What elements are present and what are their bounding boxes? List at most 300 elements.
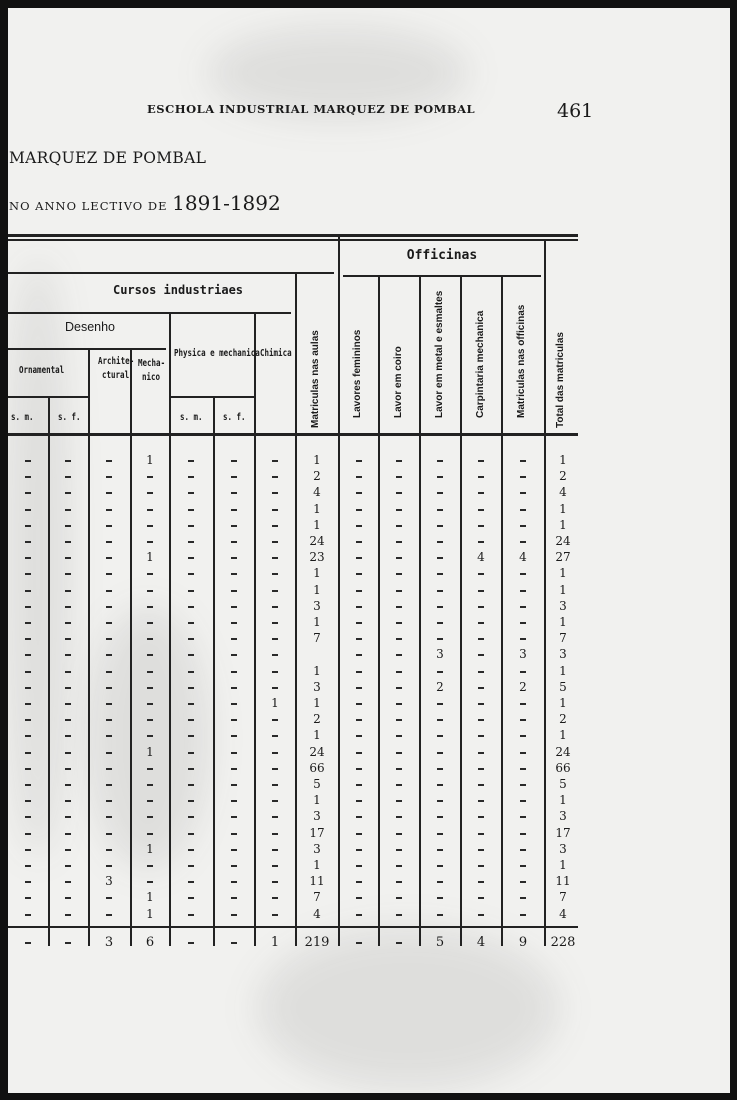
cell-aulas: 23	[309, 550, 325, 565]
running-head: ESCHOLA INDUSTRIAL MARQUEZ DE POMBAL	[147, 102, 476, 116]
empty-cell-dash	[437, 492, 443, 494]
empty-cell-dash	[478, 816, 484, 818]
empty-cell-dash	[65, 492, 71, 494]
cell-total: 1	[559, 696, 567, 710]
empty-cell-dash	[272, 735, 278, 737]
empty-cell-dash	[231, 897, 237, 899]
empty-cell-dash	[356, 719, 362, 721]
rule-cursos	[8, 272, 334, 274]
empty-cell-dash	[356, 573, 362, 575]
header-cursos: Cursos industriaes	[112, 283, 244, 297]
header-lavor-coiro: Lavor em coiro	[393, 346, 404, 418]
empty-cell-dash	[25, 914, 31, 916]
empty-cell-dash	[106, 460, 112, 462]
empty-cell-dash	[188, 671, 194, 673]
empty-cell-dash	[231, 816, 237, 818]
empty-cell-dash	[25, 654, 31, 656]
empty-cell-dash	[231, 476, 237, 478]
empty-cell-dash	[231, 671, 237, 673]
empty-cell-dash	[272, 719, 278, 721]
cell-mech: 1	[146, 453, 154, 467]
cell-total: 4	[559, 906, 567, 921]
cell-aulas: 4	[313, 906, 321, 921]
empty-cell-dash	[188, 590, 194, 592]
empty-cell-dash	[520, 460, 526, 462]
cell-aulas: 1	[313, 858, 321, 872]
empty-cell-dash	[478, 703, 484, 705]
empty-cell-dash	[356, 606, 362, 608]
empty-cell-dash	[478, 833, 484, 835]
empty-cell-dash	[25, 784, 31, 786]
empty-cell-dash	[396, 865, 402, 867]
empty-cell-dash	[106, 557, 112, 559]
empty-cell-dash	[396, 622, 402, 624]
header-sf-1: s. f.	[58, 412, 81, 423]
total-aulas: 219	[304, 935, 330, 950]
empty-cell-dash	[231, 800, 237, 802]
empty-cell-dash	[520, 735, 526, 737]
empty-cell-dash	[272, 784, 278, 786]
empty-cell-dash	[272, 606, 278, 608]
empty-cell-dash	[396, 573, 402, 575]
empty-cell-dash	[65, 752, 71, 754]
empty-cell-dash	[356, 703, 362, 705]
cell-aulas: 2	[313, 469, 321, 484]
total-mech: 6	[145, 935, 155, 950]
empty-cell-dash	[356, 557, 362, 559]
empty-cell-dash	[437, 784, 443, 786]
empty-cell-dash	[478, 784, 484, 786]
empty-cell-dash	[25, 752, 31, 754]
cell-mech: 1	[146, 744, 154, 759]
cell-total: 4	[559, 485, 567, 500]
empty-cell-dash	[106, 687, 112, 689]
cell-aulas: 2	[313, 712, 321, 727]
empty-cell-dash	[396, 606, 402, 608]
empty-cell-dash	[520, 816, 526, 818]
empty-cell-dash	[396, 800, 402, 802]
empty-cell-dash	[356, 942, 362, 944]
empty-cell-dash	[231, 833, 237, 835]
empty-cell-dash	[356, 492, 362, 494]
empty-cell-dash	[520, 671, 526, 673]
cell-mech: 1	[146, 550, 154, 565]
empty-cell-dash	[396, 476, 402, 478]
cell-mech: 1	[146, 841, 154, 856]
empty-cell-dash	[231, 752, 237, 754]
rule-top-thin	[8, 239, 578, 241]
empty-cell-dash	[272, 881, 278, 883]
empty-cell-dash	[396, 914, 402, 916]
cell-aulas: 24	[309, 744, 325, 759]
cell-aulas: 7	[313, 890, 321, 905]
empty-cell-dash	[147, 492, 153, 494]
header-mechanico-2: nico	[142, 372, 161, 383]
empty-cell-dash	[106, 703, 112, 705]
empty-cell-dash	[188, 816, 194, 818]
empty-cell-dash	[437, 606, 443, 608]
cell-aulas: 4	[313, 485, 321, 500]
empty-cell-dash	[106, 541, 112, 543]
empty-cell-dash	[520, 476, 526, 478]
empty-cell-dash	[437, 719, 443, 721]
empty-cell-dash	[272, 752, 278, 754]
cell-total: 7	[559, 890, 567, 905]
cell-total: 1	[559, 501, 567, 516]
cell-total: 1	[559, 453, 567, 467]
empty-cell-dash	[396, 881, 402, 883]
empty-cell-dash	[231, 849, 237, 851]
col-line	[88, 348, 90, 946]
empty-cell-dash	[437, 752, 443, 754]
empty-cell-dash	[478, 897, 484, 899]
empty-cell-dash	[188, 606, 194, 608]
empty-cell-dash	[356, 784, 362, 786]
empty-cell-dash	[520, 914, 526, 916]
empty-cell-dash	[106, 784, 112, 786]
empty-cell-dash	[25, 476, 31, 478]
empty-cell-dash	[520, 573, 526, 575]
empty-cell-dash	[25, 557, 31, 559]
col-line	[295, 272, 297, 946]
empty-cell-dash	[272, 687, 278, 689]
cell-total: 2	[559, 712, 567, 727]
empty-cell-dash	[478, 914, 484, 916]
cell-arch: 3	[105, 874, 113, 889]
empty-cell-dash	[231, 914, 237, 916]
cell-aulas: 3	[313, 679, 321, 694]
empty-cell-dash	[437, 897, 443, 899]
empty-cell-dash	[25, 638, 31, 640]
empty-cell-dash	[106, 719, 112, 721]
empty-cell-dash	[25, 897, 31, 899]
empty-cell-dash	[65, 833, 71, 835]
empty-cell-dash	[396, 897, 402, 899]
empty-cell-dash	[65, 654, 71, 656]
header-lavores-femininos: Lavores femininos	[352, 329, 363, 418]
cell-offic: 4	[519, 550, 527, 565]
rule-totals	[8, 926, 578, 928]
empty-cell-dash	[147, 622, 153, 624]
empty-cell-dash	[25, 525, 31, 527]
empty-cell-dash	[231, 460, 237, 462]
scanned-page	[8, 8, 730, 1093]
header-lavor-metal: Lavor em metal e esmaltes	[434, 290, 445, 418]
empty-cell-dash	[272, 476, 278, 478]
empty-cell-dash	[396, 460, 402, 462]
empty-cell-dash	[106, 525, 112, 527]
col-line	[419, 275, 421, 946]
rule-desenho	[8, 312, 291, 314]
empty-cell-dash	[106, 671, 112, 673]
empty-cell-dash	[520, 768, 526, 770]
cell-aulas: 3	[313, 809, 321, 824]
empty-cell-dash	[106, 492, 112, 494]
cell-aulas: 1	[313, 582, 321, 597]
stain	[258, 928, 558, 1088]
empty-cell-dash	[188, 638, 194, 640]
empty-cell-dash	[147, 638, 153, 640]
empty-cell-dash	[147, 800, 153, 802]
total-arch: 3	[104, 935, 114, 950]
empty-cell-dash	[65, 638, 71, 640]
empty-cell-dash	[437, 671, 443, 673]
empty-cell-dash	[188, 509, 194, 511]
col-line	[544, 240, 546, 946]
cell-total: 27	[555, 550, 571, 565]
empty-cell-dash	[231, 654, 237, 656]
empty-cell-dash	[147, 573, 153, 575]
empty-cell-dash	[356, 687, 362, 689]
empty-cell-dash	[188, 492, 194, 494]
empty-cell-dash	[65, 687, 71, 689]
empty-cell-dash	[437, 703, 443, 705]
empty-cell-dash	[106, 833, 112, 835]
empty-cell-dash	[65, 703, 71, 705]
total-chim: 1	[270, 935, 280, 950]
cell-total: 7	[559, 631, 567, 646]
empty-cell-dash	[25, 590, 31, 592]
empty-cell-dash	[396, 816, 402, 818]
empty-cell-dash	[65, 460, 71, 462]
cell-aulas: 11	[309, 874, 325, 889]
empty-cell-dash	[437, 816, 443, 818]
empty-cell-dash	[25, 671, 31, 673]
empty-cell-dash	[520, 784, 526, 786]
empty-cell-dash	[25, 719, 31, 721]
empty-cell-dash	[147, 865, 153, 867]
empty-cell-dash	[437, 622, 443, 624]
empty-cell-dash	[478, 800, 484, 802]
empty-cell-dash	[147, 735, 153, 737]
empty-cell-dash	[272, 671, 278, 673]
empty-cell-dash	[356, 800, 362, 802]
empty-cell-dash	[272, 573, 278, 575]
empty-cell-dash	[231, 509, 237, 511]
cell-total: 3	[559, 647, 567, 662]
empty-cell-dash	[478, 881, 484, 883]
header-desenho: Desenho	[64, 320, 116, 334]
empty-cell-dash	[147, 654, 153, 656]
empty-cell-dash	[396, 590, 402, 592]
empty-cell-dash	[106, 914, 112, 916]
empty-cell-dash	[188, 719, 194, 721]
empty-cell-dash	[478, 687, 484, 689]
empty-cell-dash	[396, 768, 402, 770]
empty-cell-dash	[188, 703, 194, 705]
empty-cell-dash	[356, 622, 362, 624]
empty-cell-dash	[106, 573, 112, 575]
empty-cell-dash	[231, 768, 237, 770]
empty-cell-dash	[147, 541, 153, 543]
empty-cell-dash	[272, 833, 278, 835]
empty-cell-dash	[437, 557, 443, 559]
empty-cell-dash	[272, 525, 278, 527]
empty-cell-dash	[520, 833, 526, 835]
cell-aulas: 1	[313, 793, 321, 808]
empty-cell-dash	[520, 590, 526, 592]
empty-cell-dash	[25, 687, 31, 689]
empty-cell-dash	[188, 800, 194, 802]
empty-cell-dash	[520, 752, 526, 754]
empty-cell-dash	[65, 914, 71, 916]
empty-cell-dash	[188, 541, 194, 543]
empty-cell-dash	[231, 942, 237, 944]
stain	[88, 608, 208, 868]
empty-cell-dash	[231, 865, 237, 867]
empty-cell-dash	[437, 768, 443, 770]
empty-cell-dash	[356, 525, 362, 527]
empty-cell-dash	[231, 492, 237, 494]
total-carp: 4	[476, 935, 486, 950]
cell-aulas: 5	[313, 777, 321, 791]
empty-cell-dash	[106, 816, 112, 818]
empty-cell-dash	[25, 881, 31, 883]
cell-aulas: 7	[313, 631, 321, 646]
header-physica: Physica e mechanica	[174, 348, 260, 359]
empty-cell-dash	[520, 897, 526, 899]
cell-aulas: 1	[313, 696, 321, 710]
empty-cell-dash	[520, 703, 526, 705]
empty-cell-dash	[231, 557, 237, 559]
empty-cell-dash	[147, 768, 153, 770]
rule-desenho-sub	[8, 348, 166, 350]
col-line	[501, 275, 503, 946]
empty-cell-dash	[65, 942, 71, 944]
empty-cell-dash	[188, 476, 194, 478]
empty-cell-dash	[25, 541, 31, 543]
empty-cell-dash	[65, 606, 71, 608]
cell-aulas: 1	[313, 663, 321, 678]
empty-cell-dash	[520, 622, 526, 624]
total-metal: 5	[435, 935, 445, 950]
empty-cell-dash	[65, 573, 71, 575]
empty-cell-dash	[147, 590, 153, 592]
page-number: 461	[557, 100, 594, 122]
empty-cell-dash	[272, 865, 278, 867]
empty-cell-dash	[231, 687, 237, 689]
header-sm-2: s. m.	[180, 412, 203, 423]
empty-cell-dash	[25, 460, 31, 462]
empty-cell-dash	[106, 654, 112, 656]
cell-total: 5	[559, 679, 567, 694]
empty-cell-dash	[147, 719, 153, 721]
empty-cell-dash	[188, 865, 194, 867]
cell-total: 1	[559, 663, 567, 678]
cell-aulas: 3	[313, 841, 321, 856]
empty-cell-dash	[272, 914, 278, 916]
cell-aulas: 24	[309, 534, 325, 548]
rule-officinas	[343, 275, 541, 277]
empty-cell-dash	[396, 942, 402, 944]
empty-cell-dash	[188, 622, 194, 624]
empty-cell-dash	[396, 719, 402, 721]
empty-cell-dash	[437, 735, 443, 737]
empty-cell-dash	[272, 897, 278, 899]
cell-metal: 2	[436, 679, 444, 694]
empty-cell-dash	[437, 509, 443, 511]
empty-cell-dash	[356, 509, 362, 511]
empty-cell-dash	[65, 525, 71, 527]
empty-cell-dash	[478, 752, 484, 754]
empty-cell-dash	[396, 833, 402, 835]
empty-cell-dash	[25, 865, 31, 867]
empty-cell-dash	[231, 590, 237, 592]
empty-cell-dash	[65, 897, 71, 899]
empty-cell-dash	[437, 833, 443, 835]
empty-cell-dash	[520, 800, 526, 802]
header-officinas: Officinas	[406, 248, 478, 263]
cell-total: 1	[559, 566, 567, 581]
cell-total: 1	[559, 728, 567, 743]
empty-cell-dash	[478, 509, 484, 511]
cell-total: 3	[559, 809, 567, 824]
header-carpintaria: Carpintaria mechanica	[475, 310, 486, 418]
empty-cell-dash	[25, 833, 31, 835]
empty-cell-dash	[106, 735, 112, 737]
cell-mech: 1	[146, 890, 154, 905]
empty-cell-dash	[272, 654, 278, 656]
empty-cell-dash	[396, 849, 402, 851]
cell-offic: 3	[519, 647, 527, 662]
empty-cell-dash	[437, 590, 443, 592]
empty-cell-dash	[65, 865, 71, 867]
empty-cell-dash	[272, 638, 278, 640]
cell-total: 3	[559, 598, 567, 613]
cell-total: 5	[559, 777, 567, 791]
empty-cell-dash	[478, 573, 484, 575]
empty-cell-dash	[520, 541, 526, 543]
empty-cell-dash	[478, 492, 484, 494]
empty-cell-dash	[437, 525, 443, 527]
empty-cell-dash	[272, 492, 278, 494]
empty-cell-dash	[356, 816, 362, 818]
empty-cell-dash	[231, 541, 237, 543]
empty-cell-dash	[272, 460, 278, 462]
empty-cell-dash	[272, 590, 278, 592]
empty-cell-dash	[437, 573, 443, 575]
col-line	[130, 348, 132, 946]
empty-cell-dash	[65, 590, 71, 592]
header-matriculas-aulas: Matriculas nas aulas	[310, 330, 321, 428]
empty-cell-dash	[356, 752, 362, 754]
empty-cell-dash	[437, 881, 443, 883]
cell-aulas: 66	[309, 760, 325, 775]
col-line	[460, 275, 462, 946]
cell-total: 66	[555, 760, 571, 775]
empty-cell-dash	[478, 460, 484, 462]
cell-aulas: 1	[313, 501, 321, 516]
empty-cell-dash	[231, 606, 237, 608]
empty-cell-dash	[231, 525, 237, 527]
header-architectural-2: ctural	[102, 370, 130, 381]
empty-cell-dash	[356, 476, 362, 478]
empty-cell-dash	[106, 752, 112, 754]
empty-cell-dash	[106, 865, 112, 867]
empty-cell-dash	[188, 573, 194, 575]
cell-total: 1	[559, 858, 567, 872]
empty-cell-dash	[356, 865, 362, 867]
header-matriculas-officinas: Matriculas nas officinas	[516, 304, 527, 418]
empty-cell-dash	[478, 671, 484, 673]
empty-cell-dash	[272, 541, 278, 543]
empty-cell-dash	[188, 460, 194, 462]
empty-cell-dash	[356, 849, 362, 851]
empty-cell-dash	[25, 768, 31, 770]
empty-cell-dash	[147, 784, 153, 786]
cell-total: 1	[559, 615, 567, 629]
empty-cell-dash	[147, 525, 153, 527]
